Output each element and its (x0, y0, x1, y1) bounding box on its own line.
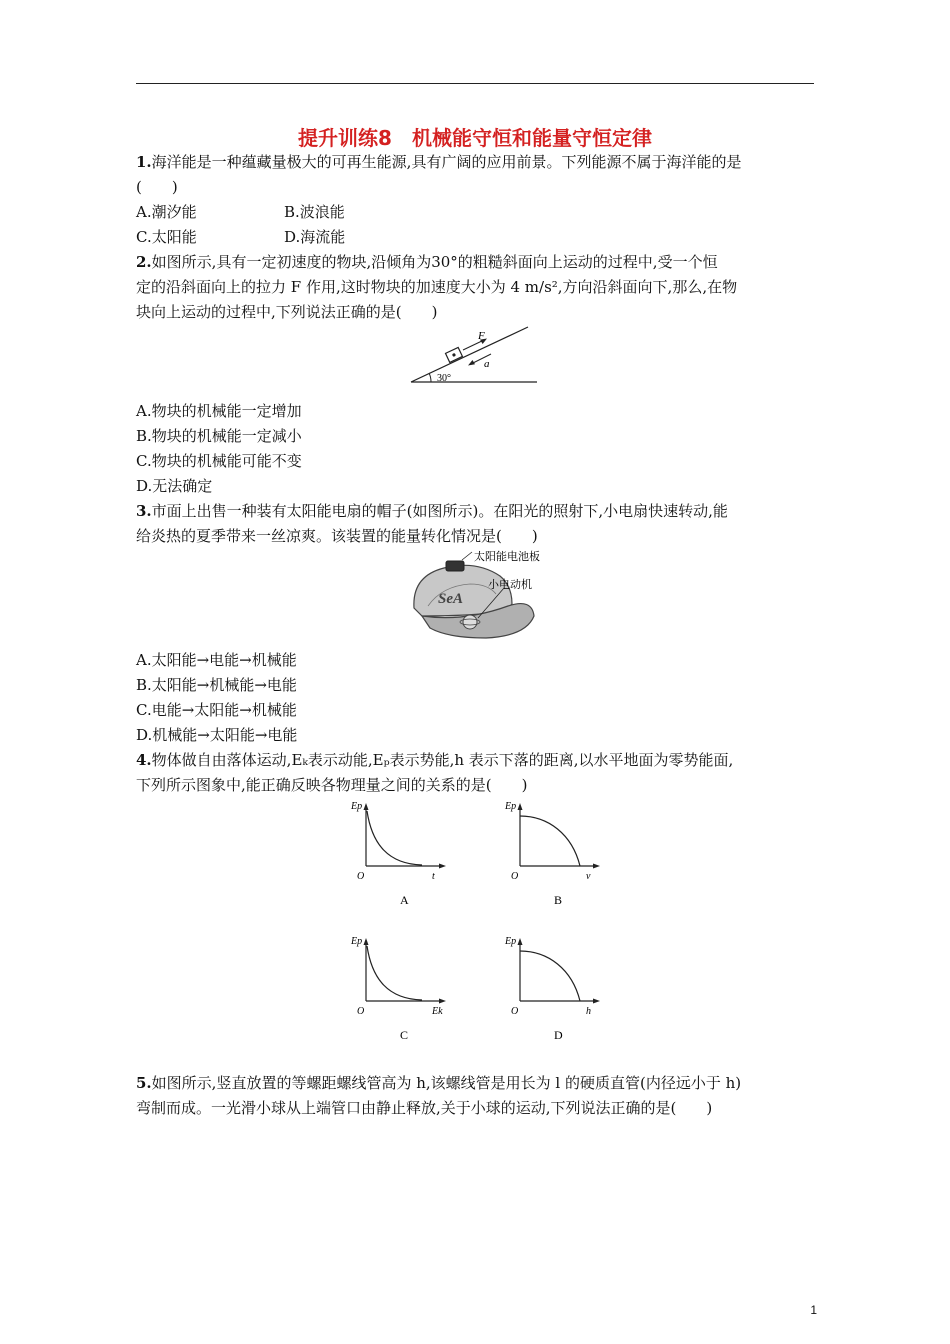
q2-stem-line1: 2.如图所示,具有一定初速度的物块,沿倾角为30°的粗糙斜面向上运动的过程中,受一个恒 (136, 253, 718, 271)
y-axis-label: Ep (505, 936, 517, 947)
panel-pointer (462, 552, 472, 560)
q3-stem-line1: 3.市面上出售一种装有太阳能电扇的帽子(如图所示)。在阳光的照射下,小电扇快速转动,能 (136, 502, 728, 520)
cap-logo: SeA (438, 591, 464, 607)
q3-cap-figure (408, 546, 558, 642)
q4-number: 4. (136, 751, 152, 769)
label-f: F (478, 330, 485, 342)
incline-line (411, 327, 528, 382)
small-motor (463, 615, 477, 629)
q5-stem-line2: 弯制而成。一光滑小球从上端管口由静止释放,关于小球的运动,下列说法正确的是( ) (136, 1099, 713, 1117)
y-axis-arrow (518, 938, 523, 945)
graph-b (500, 800, 610, 912)
graph-curve (367, 946, 422, 1000)
graph-d (500, 935, 610, 1047)
q2-option-a: A.物块的机械能一定增加 (136, 402, 302, 420)
origin-label: O (511, 871, 519, 882)
label-small-motor: 小电动机 (488, 579, 532, 591)
x-axis-label: t (432, 871, 435, 882)
x-axis-label: Ek (432, 1006, 443, 1017)
y-axis-label: Ep (505, 801, 517, 812)
accel-arrowhead (468, 360, 475, 366)
x-axis-arrow (439, 999, 446, 1004)
graph-c (346, 935, 456, 1047)
q1-stem-line1: 1.海洋能是一种蕴藏量极大的可再生能源,具有广阔的应用前景。下列能源不属于海洋能的是 (136, 153, 742, 171)
y-axis-arrow (518, 803, 523, 810)
q2-stem-line2: 定的沿斜面向上的拉力 F 作用,这时物块的加速度大小为 4 m/s²,方向沿斜面向下,那么,在物 (136, 278, 738, 296)
graph-letter: A (400, 893, 409, 907)
q3-stem-line2: 给炎热的夏季带来一丝凉爽。该装置的能量转化情况是( ) (136, 527, 538, 545)
q1-option-d: D.海流能 (284, 228, 346, 246)
q4-stem-line2: 下列所示图象中,能正确反映各物理量之间的关系的是( ) (136, 776, 528, 794)
label-a: a (484, 358, 490, 370)
label-solar-panel: 太阳能电池板 (474, 551, 540, 563)
q3-option-c: C.电能→太阳能→机械能 (136, 701, 297, 719)
y-axis-label: Ep (351, 801, 363, 812)
q2-incline-figure (405, 322, 545, 388)
solar-panel (446, 561, 464, 571)
q3-option-d: D.机械能→太阳能→电能 (136, 726, 298, 744)
page-title: 提升训练8 机械能守恒和能量守恒定律 (298, 126, 652, 150)
x-axis-label: v (586, 871, 591, 882)
q2-option-c: C.物块的机械能可能不变 (136, 452, 302, 470)
page-number: 1 (810, 1303, 817, 1317)
q4-stem-line1: 4.物体做自由落体运动,Eₖ表示动能,Eₚ表示势能,h 表示下落的距离,以水平地面为零势能面, (136, 751, 734, 769)
q1-stem-line2: ( ) (136, 178, 178, 196)
q2-number: 2. (136, 253, 152, 271)
label-angle: 30° (437, 373, 451, 384)
q3-number: 3. (136, 502, 152, 520)
q3-option-a: A.太阳能→电能→机械能 (136, 651, 297, 669)
q5-number: 5. (136, 1074, 152, 1092)
y-axis-arrow (364, 938, 369, 945)
graph-letter: B (554, 893, 563, 907)
x-axis-arrow (593, 864, 600, 869)
y-axis-arrow (364, 803, 369, 810)
q3-option-b: B.太阳能→机械能→电能 (136, 676, 297, 694)
graph-curve (367, 811, 422, 865)
graph-curve (520, 816, 580, 866)
q2-option-b: B.物块的机械能一定减小 (136, 427, 302, 445)
q1-option-a: A.潮汐能 (136, 203, 197, 221)
x-axis-label: h (586, 1006, 591, 1017)
q1-option-c: C.太阳能 (136, 228, 197, 246)
q2-stem-line3: 块向上运动的过程中,下列说法正确的是( ) (136, 303, 438, 321)
graph-letter: C (400, 1028, 409, 1042)
graph-a (346, 800, 456, 912)
block (446, 347, 463, 362)
y-axis-label: Ep (351, 936, 363, 947)
graph-letter: D (554, 1028, 563, 1042)
graph-curve (520, 951, 580, 1001)
x-axis-arrow (593, 999, 600, 1004)
q5-stem-line1: 5.如图所示,竖直放置的等螺距螺线管高为 h,该螺线管是用长为 l 的硬质直管(内径远小于 h) (136, 1074, 742, 1092)
origin-label: O (357, 871, 365, 882)
origin-label: O (511, 1006, 519, 1017)
q1-option-b: B.波浪能 (284, 203, 345, 221)
q1-number: 1. (136, 153, 152, 171)
angle-arc (429, 373, 431, 382)
x-axis-arrow (439, 864, 446, 869)
header-rule (136, 83, 814, 84)
q2-option-d: D.无法确定 (136, 477, 213, 495)
origin-label: O (357, 1006, 365, 1017)
